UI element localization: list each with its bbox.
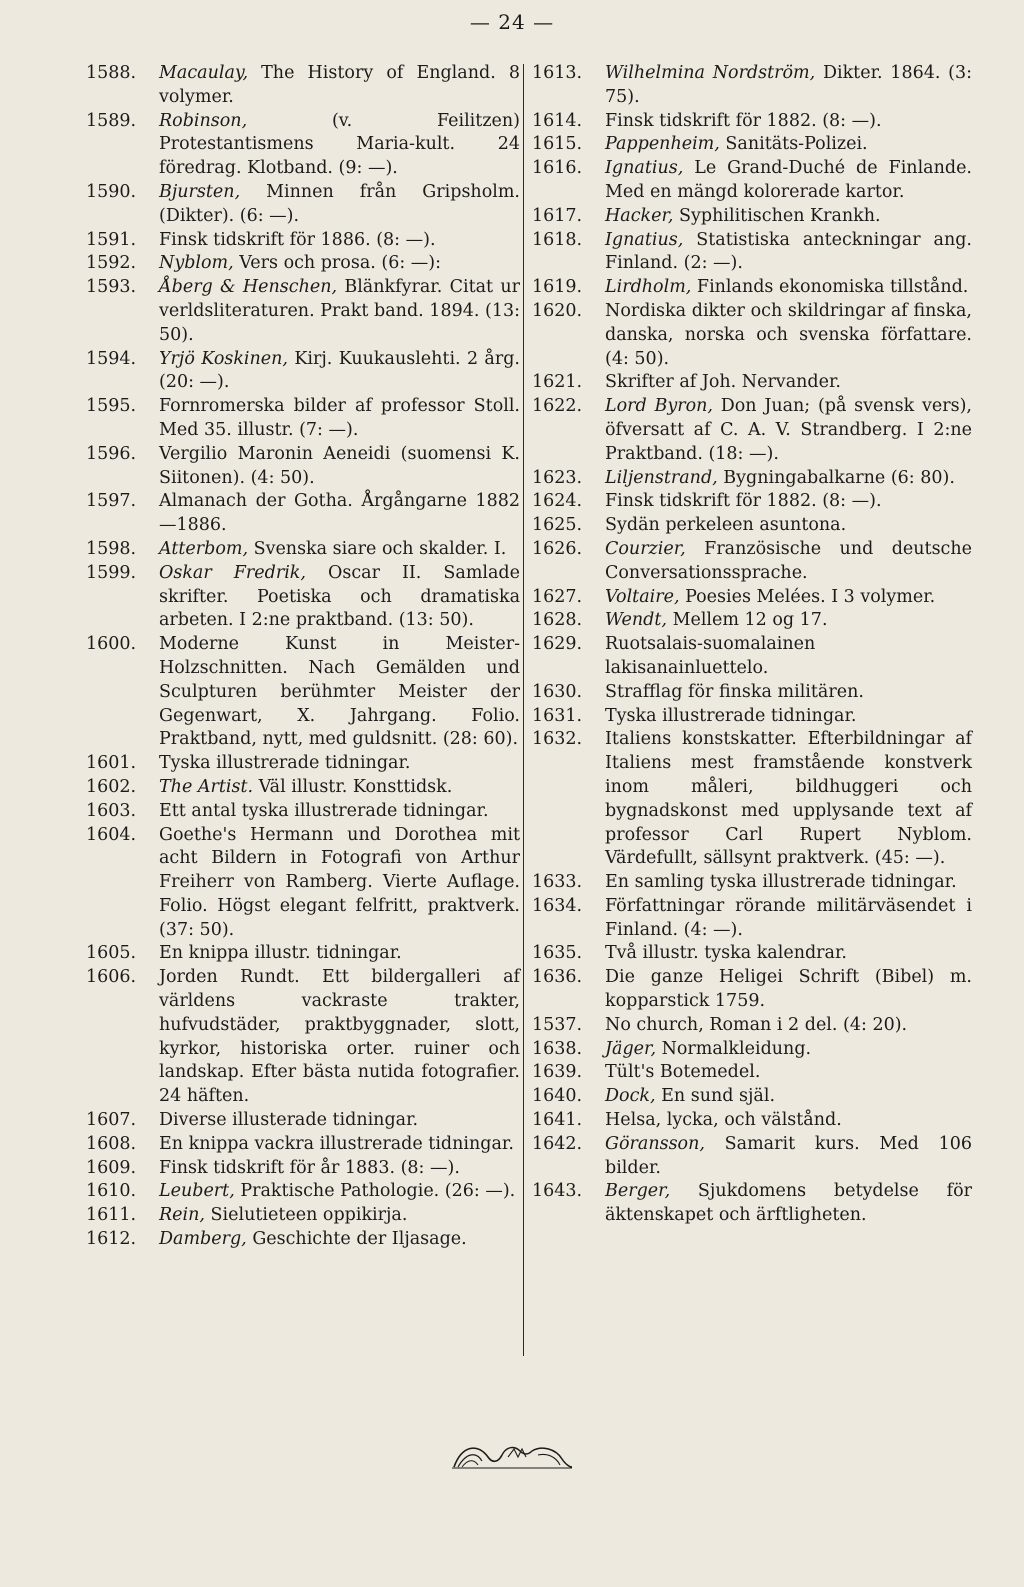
entry-number: 1594. bbox=[86, 348, 137, 369]
entry-number: 1624. bbox=[532, 491, 583, 512]
entry-author: Robinson, bbox=[159, 110, 248, 131]
entry-text: Normalkleidung. bbox=[656, 1038, 812, 1059]
catalog-entry bbox=[86, 824, 520, 943]
entry-number: 1612. bbox=[86, 1229, 137, 1250]
entry-text: The History of England. 8 volymer. bbox=[159, 63, 520, 107]
entry-text: Sielutieteen oppikirja. bbox=[204, 1205, 408, 1226]
catalog-entry bbox=[532, 205, 972, 229]
catalog-entry bbox=[86, 276, 520, 347]
catalog-entry bbox=[532, 728, 972, 871]
entry-text: Samarit kurs. Med 106 bilder. bbox=[605, 1133, 972, 1178]
entry-number: 1634. bbox=[532, 895, 583, 916]
entry-text: Geschichte der Iljasage. bbox=[246, 1229, 467, 1250]
column-divider bbox=[523, 64, 524, 1356]
entry-author: Atterbom, bbox=[159, 538, 249, 559]
entry-text: Minnen från Gripsholm. (Dikter). (6: —). bbox=[159, 181, 520, 226]
entry-number: 1623. bbox=[532, 467, 583, 488]
entry-author: Voltaire, bbox=[605, 586, 680, 607]
catalog-entry bbox=[532, 62, 972, 110]
catalog-entry bbox=[86, 1228, 520, 1252]
entry-number: 1609. bbox=[86, 1157, 137, 1178]
entry-number: 1615. bbox=[532, 134, 583, 155]
catalog-entry bbox=[86, 776, 520, 800]
entry-text: Praktische Pathologie. (26: —). bbox=[234, 1181, 516, 1202]
catalog-entry bbox=[532, 966, 972, 1014]
entry-text: Vers och prosa. (6: —): bbox=[233, 253, 442, 274]
entry-number: 1630. bbox=[532, 681, 583, 702]
entry-number: 1537. bbox=[532, 1014, 583, 1035]
entry-number: 1610. bbox=[86, 1181, 137, 1202]
catalog-entry bbox=[532, 229, 972, 277]
entry-author: Damberg, bbox=[159, 1229, 247, 1250]
catalog-entry bbox=[86, 395, 520, 443]
entry-text: Don Juan; (på svensk vers), öfversatt af C. A. V. Strandberg. I 2:ne Praktband. (18: —). bbox=[605, 396, 972, 464]
entry-number: 1622. bbox=[532, 396, 583, 417]
entry-number: 1633. bbox=[532, 872, 583, 893]
catalog-entry bbox=[86, 562, 520, 633]
page-number: — 24 — bbox=[469, 10, 555, 34]
entry-text: Två illustr. tyska kalendrar. bbox=[605, 943, 847, 964]
entry-text: En sund själ. bbox=[655, 1086, 776, 1107]
entry-number: 1628. bbox=[532, 610, 583, 631]
catalog-entry bbox=[86, 633, 520, 752]
catalog-entry bbox=[532, 1109, 972, 1133]
entry-text: Finsk tidskrift för 1882. (8: —). bbox=[605, 491, 882, 512]
entry-number: 1636. bbox=[532, 967, 583, 988]
entry-text: Sydän perkeleen asuntona. bbox=[605, 515, 847, 536]
entry-number: 1600. bbox=[86, 634, 137, 655]
catalog-entry bbox=[86, 181, 520, 229]
entry-text: Svenska siare och skalder. I. bbox=[248, 538, 507, 559]
entry-text: Finsk tidskrift för år 1883. (8: —). bbox=[159, 1157, 460, 1178]
entry-text: Sjukdomens betydelse för äktenskapet och ärftligheten. bbox=[605, 1181, 972, 1226]
catalog-entry bbox=[532, 538, 972, 586]
entry-text: Le Grand-Duché de Finlande. Med en mängd kolorerade kartor. bbox=[605, 158, 972, 202]
entry-author: Rein, bbox=[159, 1205, 205, 1226]
catalog-entry bbox=[532, 1014, 972, 1038]
entry-author: Lirdholm, bbox=[605, 277, 692, 298]
entry-author: Yrjö Koskinen, bbox=[159, 348, 288, 369]
entry-text: Nordiska dikter och skildringar af finska, danska, norska och svenska författare. (4: 50). bbox=[605, 300, 972, 369]
catalog-entry bbox=[532, 490, 972, 514]
entry-text: Ruotsalais-suomalainen lakisanainluettelo. bbox=[605, 634, 816, 678]
left-column bbox=[86, 62, 520, 1252]
catalog-entry bbox=[86, 62, 520, 110]
entry-text: Finsk tidskrift för 1882. (8: —). bbox=[605, 110, 882, 131]
catalog-entry bbox=[532, 1085, 972, 1109]
catalog-entry bbox=[532, 133, 972, 157]
entry-text: Fornromerska bilder af professor Stoll. Med 35. illustr. (7: —). bbox=[159, 396, 520, 440]
entry-author: Courzier, bbox=[605, 538, 686, 559]
entry-number: 1611. bbox=[86, 1205, 137, 1226]
entry-text: Kirj. Kuukauslehti. 2 årg. (20: —). bbox=[159, 348, 520, 393]
entry-text: Diverse illusterade tidningar. bbox=[159, 1110, 419, 1131]
entry-author: Ignatius, bbox=[605, 229, 684, 250]
entry-number: 1632. bbox=[532, 729, 583, 750]
catalog-entry bbox=[86, 942, 520, 966]
entry-number: 1616. bbox=[532, 158, 583, 179]
catalog-entry bbox=[532, 1180, 972, 1228]
catalog-entry bbox=[86, 1109, 520, 1133]
entry-number: 1641. bbox=[532, 1110, 583, 1131]
catalog-entry bbox=[532, 467, 972, 491]
entry-text: Die ganze Heligei Schrift (Bibel) m. kopparstick 1759. bbox=[605, 967, 972, 1012]
entry-number: 1640. bbox=[532, 1086, 583, 1107]
entry-text: Sanitäts-Polizei. bbox=[719, 134, 868, 155]
entry-number: 1592. bbox=[86, 253, 137, 274]
entry-number: 1588. bbox=[86, 63, 137, 83]
entry-number: 1597. bbox=[86, 491, 137, 512]
catalog-entry bbox=[532, 110, 972, 134]
catalog-entry bbox=[532, 586, 972, 610]
entry-number: 1639. bbox=[532, 1062, 583, 1083]
entry-text: Goethe's Hermann und Dorothea mit acht Bildern in Fotografi von Arthur Freiherr von Ramberg. Vierte Auflage. Folio. Högst elegant felfritt, praktverk. (37: 50). bbox=[159, 824, 520, 940]
catalog-entry bbox=[532, 157, 972, 205]
entry-number: 1631. bbox=[532, 705, 583, 726]
catalog-entry bbox=[532, 371, 972, 395]
entry-text: Strafflag för finska militären. bbox=[605, 681, 864, 702]
entry-number: 1627. bbox=[532, 586, 583, 607]
entry-author: Wilhelmina Nordström, bbox=[605, 63, 816, 83]
entry-text: Almanach der Gotha. Årgångarne 1882—1886. bbox=[159, 491, 520, 536]
entry-text: Tyska illustrerade tidningar. bbox=[159, 753, 411, 774]
entry-text: En samling tyska illustrerade tidningar. bbox=[605, 872, 957, 893]
entry-number: 1619. bbox=[532, 277, 583, 298]
entry-number: 1589. bbox=[86, 110, 137, 131]
entry-text: Tült's Botemedel. bbox=[605, 1062, 761, 1083]
entry-text: Bygningabalkarne (6: 80). bbox=[717, 467, 955, 488]
entry-text: Jorden Rundt. Ett bildergalleri af världens vackraste trakter, hufvudstäder, praktbyggnader, slott, kyrkor, historiska orter. ruiner och landskap. Efter bästa nutida fotografier. 24 häften. bbox=[159, 967, 520, 1107]
entry-text: Dikter. 1864. (3: 75). bbox=[605, 63, 972, 107]
catalog-entry bbox=[86, 110, 520, 181]
entry-text: Finsk tidskrift för 1886. (8: —). bbox=[159, 229, 436, 250]
entry-author: Åberg & Henschen, bbox=[159, 277, 338, 298]
catalog-entry bbox=[86, 490, 520, 538]
catalog-entry bbox=[532, 895, 972, 943]
entry-text: Skrifter af Joh. Nervander. bbox=[605, 372, 841, 393]
entry-number: 1591. bbox=[86, 229, 137, 250]
entry-number: 1593. bbox=[86, 277, 137, 298]
catalog-entry bbox=[86, 966, 520, 1109]
entry-text: Helsa, lycka, och välstånd. bbox=[605, 1110, 842, 1131]
entry-number: 1607. bbox=[86, 1110, 137, 1131]
entry-text: Vergilio Maronin Aeneidi (suomensi K. Siitonen). (4: 50). bbox=[159, 443, 520, 488]
entry-number: 1596. bbox=[86, 443, 137, 464]
entry-number: 1598. bbox=[86, 538, 137, 559]
entry-author: Dock, bbox=[605, 1086, 656, 1107]
entry-text: Französische und deutsche Conversationssprache. bbox=[605, 538, 972, 583]
entry-number: 1602. bbox=[86, 776, 137, 797]
entry-author: Oskar Fredrik, bbox=[159, 562, 306, 583]
catalog-entry bbox=[86, 443, 520, 491]
entry-text: Ett antal tyska illustrerade tidningar. bbox=[159, 800, 489, 821]
entry-author: Göransson, bbox=[605, 1133, 705, 1154]
catalog-entry bbox=[86, 1180, 520, 1204]
entry-author: Pappenheim, bbox=[605, 134, 720, 155]
catalog-entry bbox=[86, 252, 520, 276]
entry-text: Poesies Melées. I 3 volymer. bbox=[679, 586, 936, 607]
catalog-entry bbox=[532, 1133, 972, 1181]
entry-number: 1625. bbox=[532, 515, 583, 536]
right-column bbox=[532, 62, 972, 1228]
catalog-entry bbox=[532, 514, 972, 538]
entry-text: Författningar rörande militärväsendet i Finland. (4: —). bbox=[605, 895, 972, 940]
entry-number: 1599. bbox=[86, 562, 137, 583]
catalog-entry bbox=[86, 1157, 520, 1181]
entry-author: Berger, bbox=[605, 1181, 671, 1202]
entry-author: Ignatius, bbox=[605, 158, 684, 179]
catalog-entry bbox=[86, 538, 520, 562]
entry-text: Tyska illustrerade tidningar. bbox=[605, 705, 857, 726]
catalog-entry bbox=[86, 229, 520, 253]
catalog-entry bbox=[86, 1204, 520, 1228]
entry-text: En knippa vackra illustrerade tidningar. bbox=[159, 1133, 514, 1154]
catalog-entry bbox=[532, 1038, 972, 1062]
entry-text: Mellem 12 og 17. bbox=[667, 610, 828, 631]
entry-number: 1590. bbox=[86, 181, 137, 202]
entry-text: Statistiska anteckningar ang. Finland. (2: —). bbox=[605, 229, 972, 274]
entry-number: 1638. bbox=[532, 1038, 583, 1059]
entry-author: Bjursten, bbox=[159, 181, 241, 202]
entry-author: Lord Byron, bbox=[605, 396, 713, 417]
catalog-entry bbox=[86, 348, 520, 396]
catalog-entry bbox=[532, 681, 972, 705]
catalog-entry bbox=[532, 300, 972, 371]
entry-number: 1618. bbox=[532, 229, 583, 250]
entry-text: Oscar II. Samlade skrifter. Poetiska och dramatiska arbeten. I 2:ne praktband. (13: 50). bbox=[159, 562, 520, 631]
catalog-entry bbox=[532, 395, 972, 466]
entry-author: Hacker, bbox=[605, 205, 674, 226]
ornament-icon bbox=[448, 1437, 576, 1477]
entry-text: Väl illustr. Konsttidsk. bbox=[253, 776, 453, 797]
entry-text: Blänkfyrar. Citat ur verldsliteraturen. Prakt band. 1894. (13: 50). bbox=[159, 277, 520, 345]
entry-number: 1642. bbox=[532, 1133, 583, 1154]
entry-text: Moderne Kunst in Meister-Holzschnitten. Nach Gemälden und Sculpturen berühmter Meister der Gegenwart, X. Jahrgang. Folio. Praktband, nytt, med guldsnitt. (28: 60). bbox=[159, 634, 520, 750]
entry-number: 1617. bbox=[532, 205, 583, 226]
entry-number: 1595. bbox=[86, 396, 137, 417]
catalog-entry bbox=[532, 1061, 972, 1085]
entry-author: Wendt, bbox=[605, 610, 667, 631]
entry-number: 1629. bbox=[532, 634, 583, 655]
catalog-entry bbox=[86, 800, 520, 824]
entry-author: Jäger, bbox=[605, 1038, 657, 1059]
catalog-entry bbox=[532, 609, 972, 633]
entry-number: 1603. bbox=[86, 800, 137, 821]
entry-number: 1604. bbox=[86, 824, 137, 845]
catalog-entry bbox=[532, 633, 972, 681]
catalog-entry bbox=[532, 871, 972, 895]
entry-number: 1608. bbox=[86, 1133, 137, 1154]
entry-number: 1635. bbox=[532, 943, 583, 964]
entry-text: No church, Roman i 2 del. (4: 20). bbox=[605, 1014, 908, 1035]
entry-number: 1606. bbox=[86, 967, 137, 988]
catalog-entry bbox=[532, 276, 972, 300]
entry-text: (v. Feilitzen) Protestantismens Maria-kult. 24 föredrag. Klotband. (9: —). bbox=[159, 110, 520, 179]
entry-number: 1614. bbox=[532, 110, 583, 131]
entry-number: 1620. bbox=[532, 300, 583, 321]
catalog-entry bbox=[532, 705, 972, 729]
entry-author: Leubert, bbox=[159, 1181, 235, 1202]
entry-author: Liljenstrand, bbox=[605, 467, 718, 488]
entry-text: Syphilitischen Krankh. bbox=[673, 205, 881, 226]
entry-text: Italiens konstskatter. Efterbildningar af Italiens mest framstående konstverk inom måleri, bildhuggeri och bygnadskonst med upplysande text af professor Carl Rupert Nyblom. Värdefullt, sällsynt praktverk. (45: —). bbox=[605, 729, 972, 869]
catalog-entry bbox=[86, 1133, 520, 1157]
catalog-entry bbox=[532, 942, 972, 966]
entry-author: Macaulay, bbox=[159, 63, 249, 83]
entry-number: 1613. bbox=[532, 63, 583, 83]
entry-number: 1626. bbox=[532, 538, 583, 559]
entry-text: Finlands ekonomiska tillstånd. bbox=[691, 277, 969, 298]
entry-number: 1621. bbox=[532, 372, 583, 393]
entry-author: Nyblom, bbox=[159, 253, 234, 274]
entry-text: En knippa illustr. tidningar. bbox=[159, 943, 402, 964]
entry-number: 1643. bbox=[532, 1181, 583, 1202]
catalog-entry bbox=[86, 752, 520, 776]
entry-number: 1605. bbox=[86, 943, 137, 964]
entry-number: 1601. bbox=[86, 753, 137, 774]
entry-author: The Artist. bbox=[159, 776, 254, 797]
